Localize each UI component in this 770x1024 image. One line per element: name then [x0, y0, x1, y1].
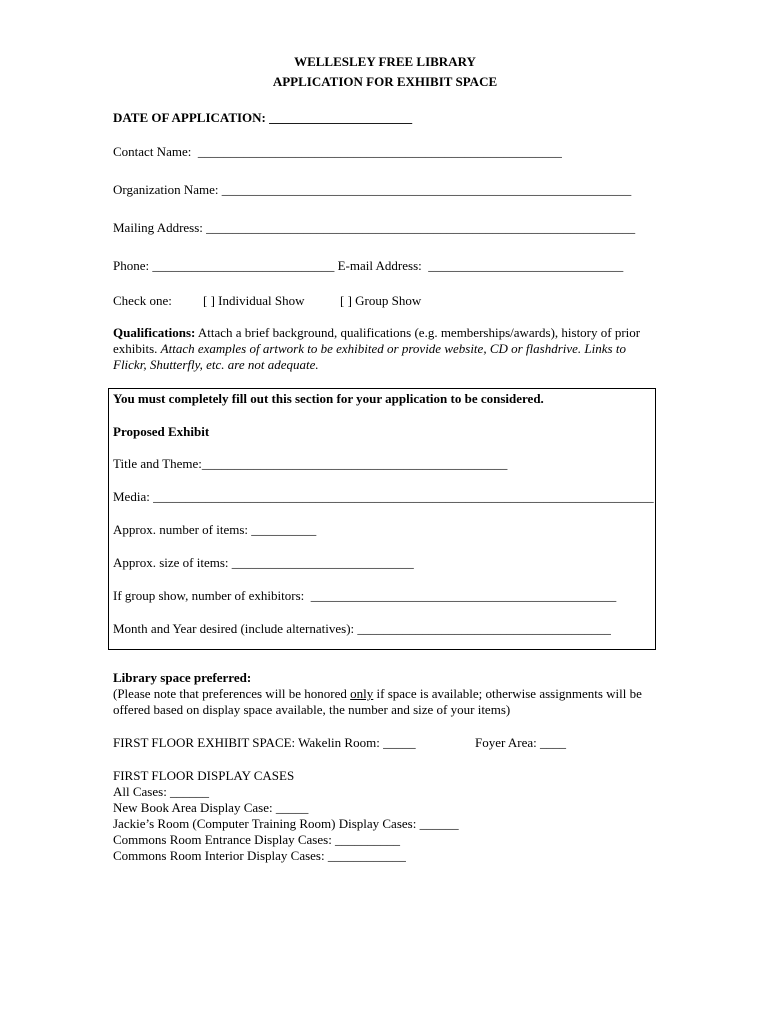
date-of-application-field[interactable]: DATE OF APPLICATION: ______________________	[113, 110, 413, 125]
size-of-items-field[interactable]: Approx. size of items: ____________________________	[113, 555, 414, 570]
commons-interior-field[interactable]: Commons Room Interior Display Cases: ____________	[113, 848, 406, 863]
note-text-pre: (Please note that preferences will be honored	[113, 686, 351, 701]
form-title-heading: APPLICATION FOR EXHIBIT SPACE	[272, 74, 498, 89]
organization-name-field[interactable]: Organization Name: _______________________________________________________________	[113, 182, 632, 197]
mailing-address-field[interactable]: Mailing Address: __________________________________________________________________	[113, 220, 636, 235]
number-of-items-field[interactable]: Approx. number of items: __________	[113, 522, 317, 537]
check-one-label: Check one:	[113, 293, 172, 308]
new-book-area-field[interactable]: New Book Area Display Case: _____	[113, 800, 309, 815]
contact-name-field[interactable]: Contact Name: ________________________________________________________	[113, 144, 562, 159]
library-name-heading: WELLESLEY FREE LIBRARY	[294, 54, 476, 69]
jackies-room-field[interactable]: Jackie’s Room (Computer Training Room) Display Cases: ______	[113, 816, 459, 831]
title-theme-field[interactable]: Title and Theme:_______________________________________________	[113, 456, 508, 471]
display-cases-heading: FIRST FLOOR DISPLAY CASES	[113, 768, 295, 783]
required-section-notice: You must completely fill out this section for your application to be considered.	[113, 391, 544, 406]
individual-show-checkbox[interactable]: [ ] Individual Show	[203, 293, 305, 308]
qualifications-artwork-note: Attach examples of artwork to be exhibited or provide website, CD or flashdrive. Links to Flickr, Shutterfly, etc. are not adequate.	[113, 341, 626, 372]
foyer-area-field[interactable]: Foyer Area: ____	[475, 735, 566, 750]
wakelin-room-field[interactable]: FIRST FLOOR EXHIBIT SPACE: Wakelin Room: _____	[113, 735, 416, 750]
proposed-exhibit-heading: Proposed Exhibit	[113, 424, 210, 439]
qualifications-paragraph	[113, 325, 653, 373]
qualifications-label: Qualifications:	[113, 325, 196, 340]
library-space-heading: Library space preferred:	[113, 670, 252, 685]
note-text-only: only	[350, 686, 374, 701]
media-field[interactable]: Media: _____________________________________________________________________________	[113, 489, 654, 504]
month-year-desired-field[interactable]: Month and Year desired (include alternatives): _______________________________________	[113, 621, 611, 636]
group-show-checkbox[interactable]: [ ] Group Show	[340, 293, 422, 308]
qualifications-text: Attach a brief background, qualifications (e.g. memberships/awards), history of prior exhibits.	[113, 325, 641, 356]
all-cases-field[interactable]: All Cases: ______	[113, 784, 210, 799]
phone-email-field[interactable]: Phone: ____________________________ E-mail Address: ______________________________	[113, 258, 624, 273]
number-of-exhibitors-field[interactable]: If group show, number of exhibitors: _______________________________________________	[113, 588, 617, 603]
commons-entrance-field[interactable]: Commons Room Entrance Display Cases: __________	[113, 832, 401, 847]
space-preference-note	[113, 686, 643, 718]
note-text-post: if space is available; otherwise assignments will be offered based on display space available, the number and size of your items)	[113, 686, 642, 717]
